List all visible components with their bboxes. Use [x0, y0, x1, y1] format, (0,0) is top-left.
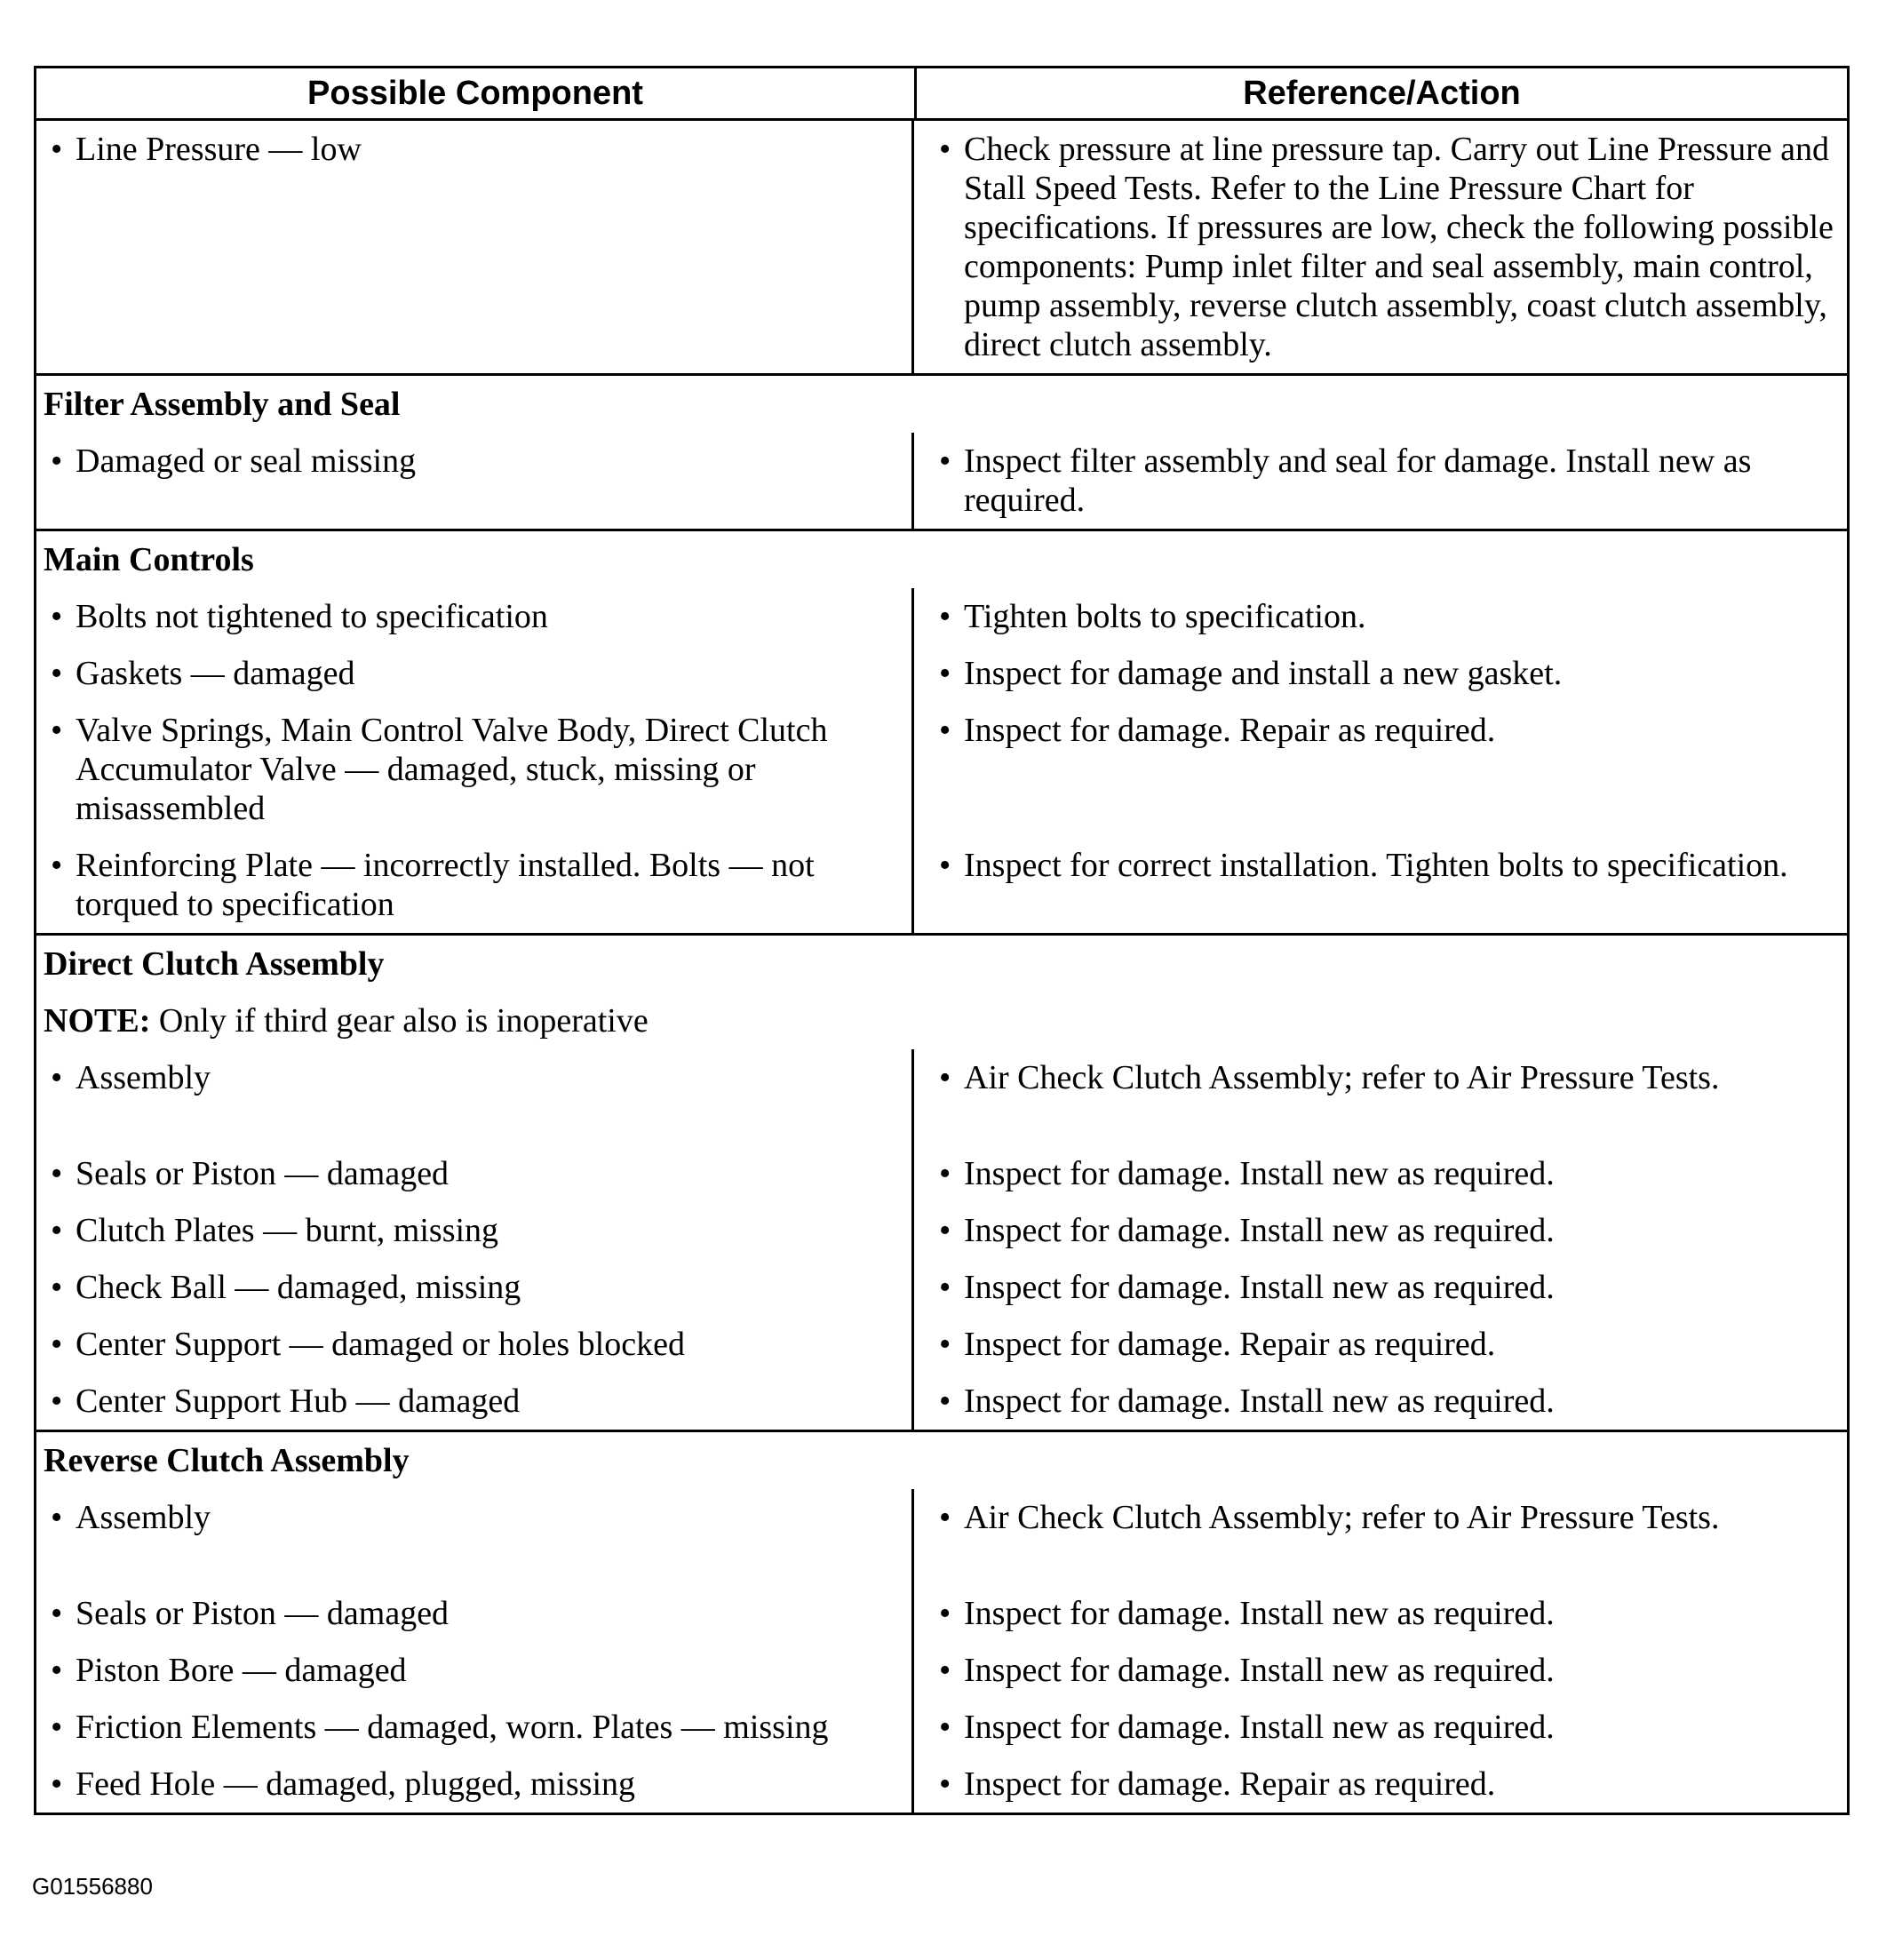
action-column [914, 433, 1847, 529]
component-item: • Seals or Piston — damaged [36, 1585, 911, 1642]
component-item: • Friction Elements — damaged, worn. Plates — missing [36, 1699, 911, 1756]
action-item: • Check pressure at line pressure tap. Carry out Line Pressure and Stall Speed Tests. Refer to the Line Pressure Chart for specifications. If pressures are low, check the following possible components: Pump inlet filter and seal assembly, main control, pump assembly, reverse clutch assembly, coast clutch assembly, direct clutch assembly. [914, 121, 1847, 373]
component-item: • Damaged or seal missing [36, 433, 911, 529]
action-item: • Inspect for damage. Install new as required. [914, 1699, 1847, 1756]
action-item: • Inspect filter assembly and seal for damage. Install new as required. [914, 433, 1847, 529]
component-item: • Bolts not tightened to specification [36, 588, 911, 645]
action-item: • Inspect for damage. Install new as required. [914, 1642, 1847, 1699]
section-rows [36, 1049, 1847, 1430]
action-column [914, 588, 1847, 933]
section-rows [36, 1489, 1847, 1813]
section-title: Direct Clutch Assembly [44, 945, 385, 983]
component-column [36, 588, 914, 933]
table-section [36, 121, 1847, 376]
action-item: • Inspect for damage. Install new as required. [914, 1585, 1847, 1642]
section-title: Filter Assembly and Seal [44, 386, 401, 423]
note-text: Only if third gear also is inoperative [150, 1002, 649, 1040]
action-item: • Inspect for damage. Install new as required. [914, 1373, 1847, 1430]
component-column [36, 121, 914, 373]
note-label: NOTE: [44, 1002, 151, 1040]
section-note [36, 992, 1847, 1049]
action-item: • Inspect for damage. Install new as required. [914, 1259, 1847, 1316]
action-item: • Inspect for damage. Install new as required. [914, 1145, 1847, 1202]
section-rows [36, 121, 1847, 373]
component-item: • Piston Bore — damaged [36, 1642, 911, 1699]
component-column [36, 1049, 914, 1430]
action-column [914, 1489, 1847, 1813]
action-column [914, 121, 1847, 373]
table-section [36, 1432, 1847, 1813]
action-item: • Inspect for damage. Repair as required. [914, 702, 1847, 837]
table-body [36, 121, 1847, 1813]
component-item: • Assembly [36, 1049, 911, 1145]
action-item: • Inspect for correct installation. Tighten bolts to specification. [914, 837, 1847, 933]
component-item: • Valve Springs, Main Control Valve Body, Direct Clutch Accumulator Valve — damaged, stuck, missing or misassembled [36, 702, 911, 837]
table-section [36, 376, 1847, 531]
action-item: • Inspect for damage and install a new gasket. [914, 645, 1847, 702]
table-section [36, 936, 1847, 1432]
section-title: Main Controls [44, 541, 254, 578]
component-item: • Center Support — damaged or holes blocked [36, 1316, 911, 1373]
action-item: • Air Check Clutch Assembly; refer to Air Pressure Tests. [914, 1489, 1847, 1585]
table-section [36, 531, 1847, 936]
component-item: • Seals or Piston — damaged [36, 1145, 911, 1202]
component-item: • Feed Hole — damaged, plugged, missing [36, 1756, 911, 1813]
action-item: • Inspect for damage. Repair as required. [914, 1756, 1847, 1813]
section-rows [36, 588, 1847, 933]
component-item: • Gaskets — damaged [36, 645, 911, 702]
action-column [914, 1049, 1847, 1430]
component-item: • Line Pressure — low [36, 121, 911, 373]
header-reference-action: Reference/Action [1243, 74, 1521, 112]
action-item: • Inspect for damage. Repair as required. [914, 1316, 1847, 1373]
figure-code: G01556880 [32, 1873, 153, 1900]
section-rows [36, 433, 1847, 529]
header-possible-component: Possible Component [36, 68, 917, 118]
component-item: • Reinforcing Plate — incorrectly installed. Bolts — not torqued to specification [36, 837, 911, 933]
action-item: • Air Check Clutch Assembly; refer to Air Pressure Tests. [914, 1049, 1847, 1145]
diagnosis-table [34, 66, 1850, 1815]
component-column [36, 433, 914, 529]
component-item: • Check Ball — damaged, missing [36, 1259, 911, 1316]
component-item: • Clutch Plates — burnt, missing [36, 1202, 911, 1259]
table-header [36, 68, 1847, 121]
action-item: • Inspect for damage. Install new as required. [914, 1202, 1847, 1259]
component-column [36, 1489, 914, 1813]
section-title: Reverse Clutch Assembly [44, 1442, 410, 1479]
component-item: • Center Support Hub — damaged [36, 1373, 911, 1430]
action-item: • Tighten bolts to specification. [914, 588, 1847, 645]
component-item: • Assembly [36, 1489, 911, 1585]
